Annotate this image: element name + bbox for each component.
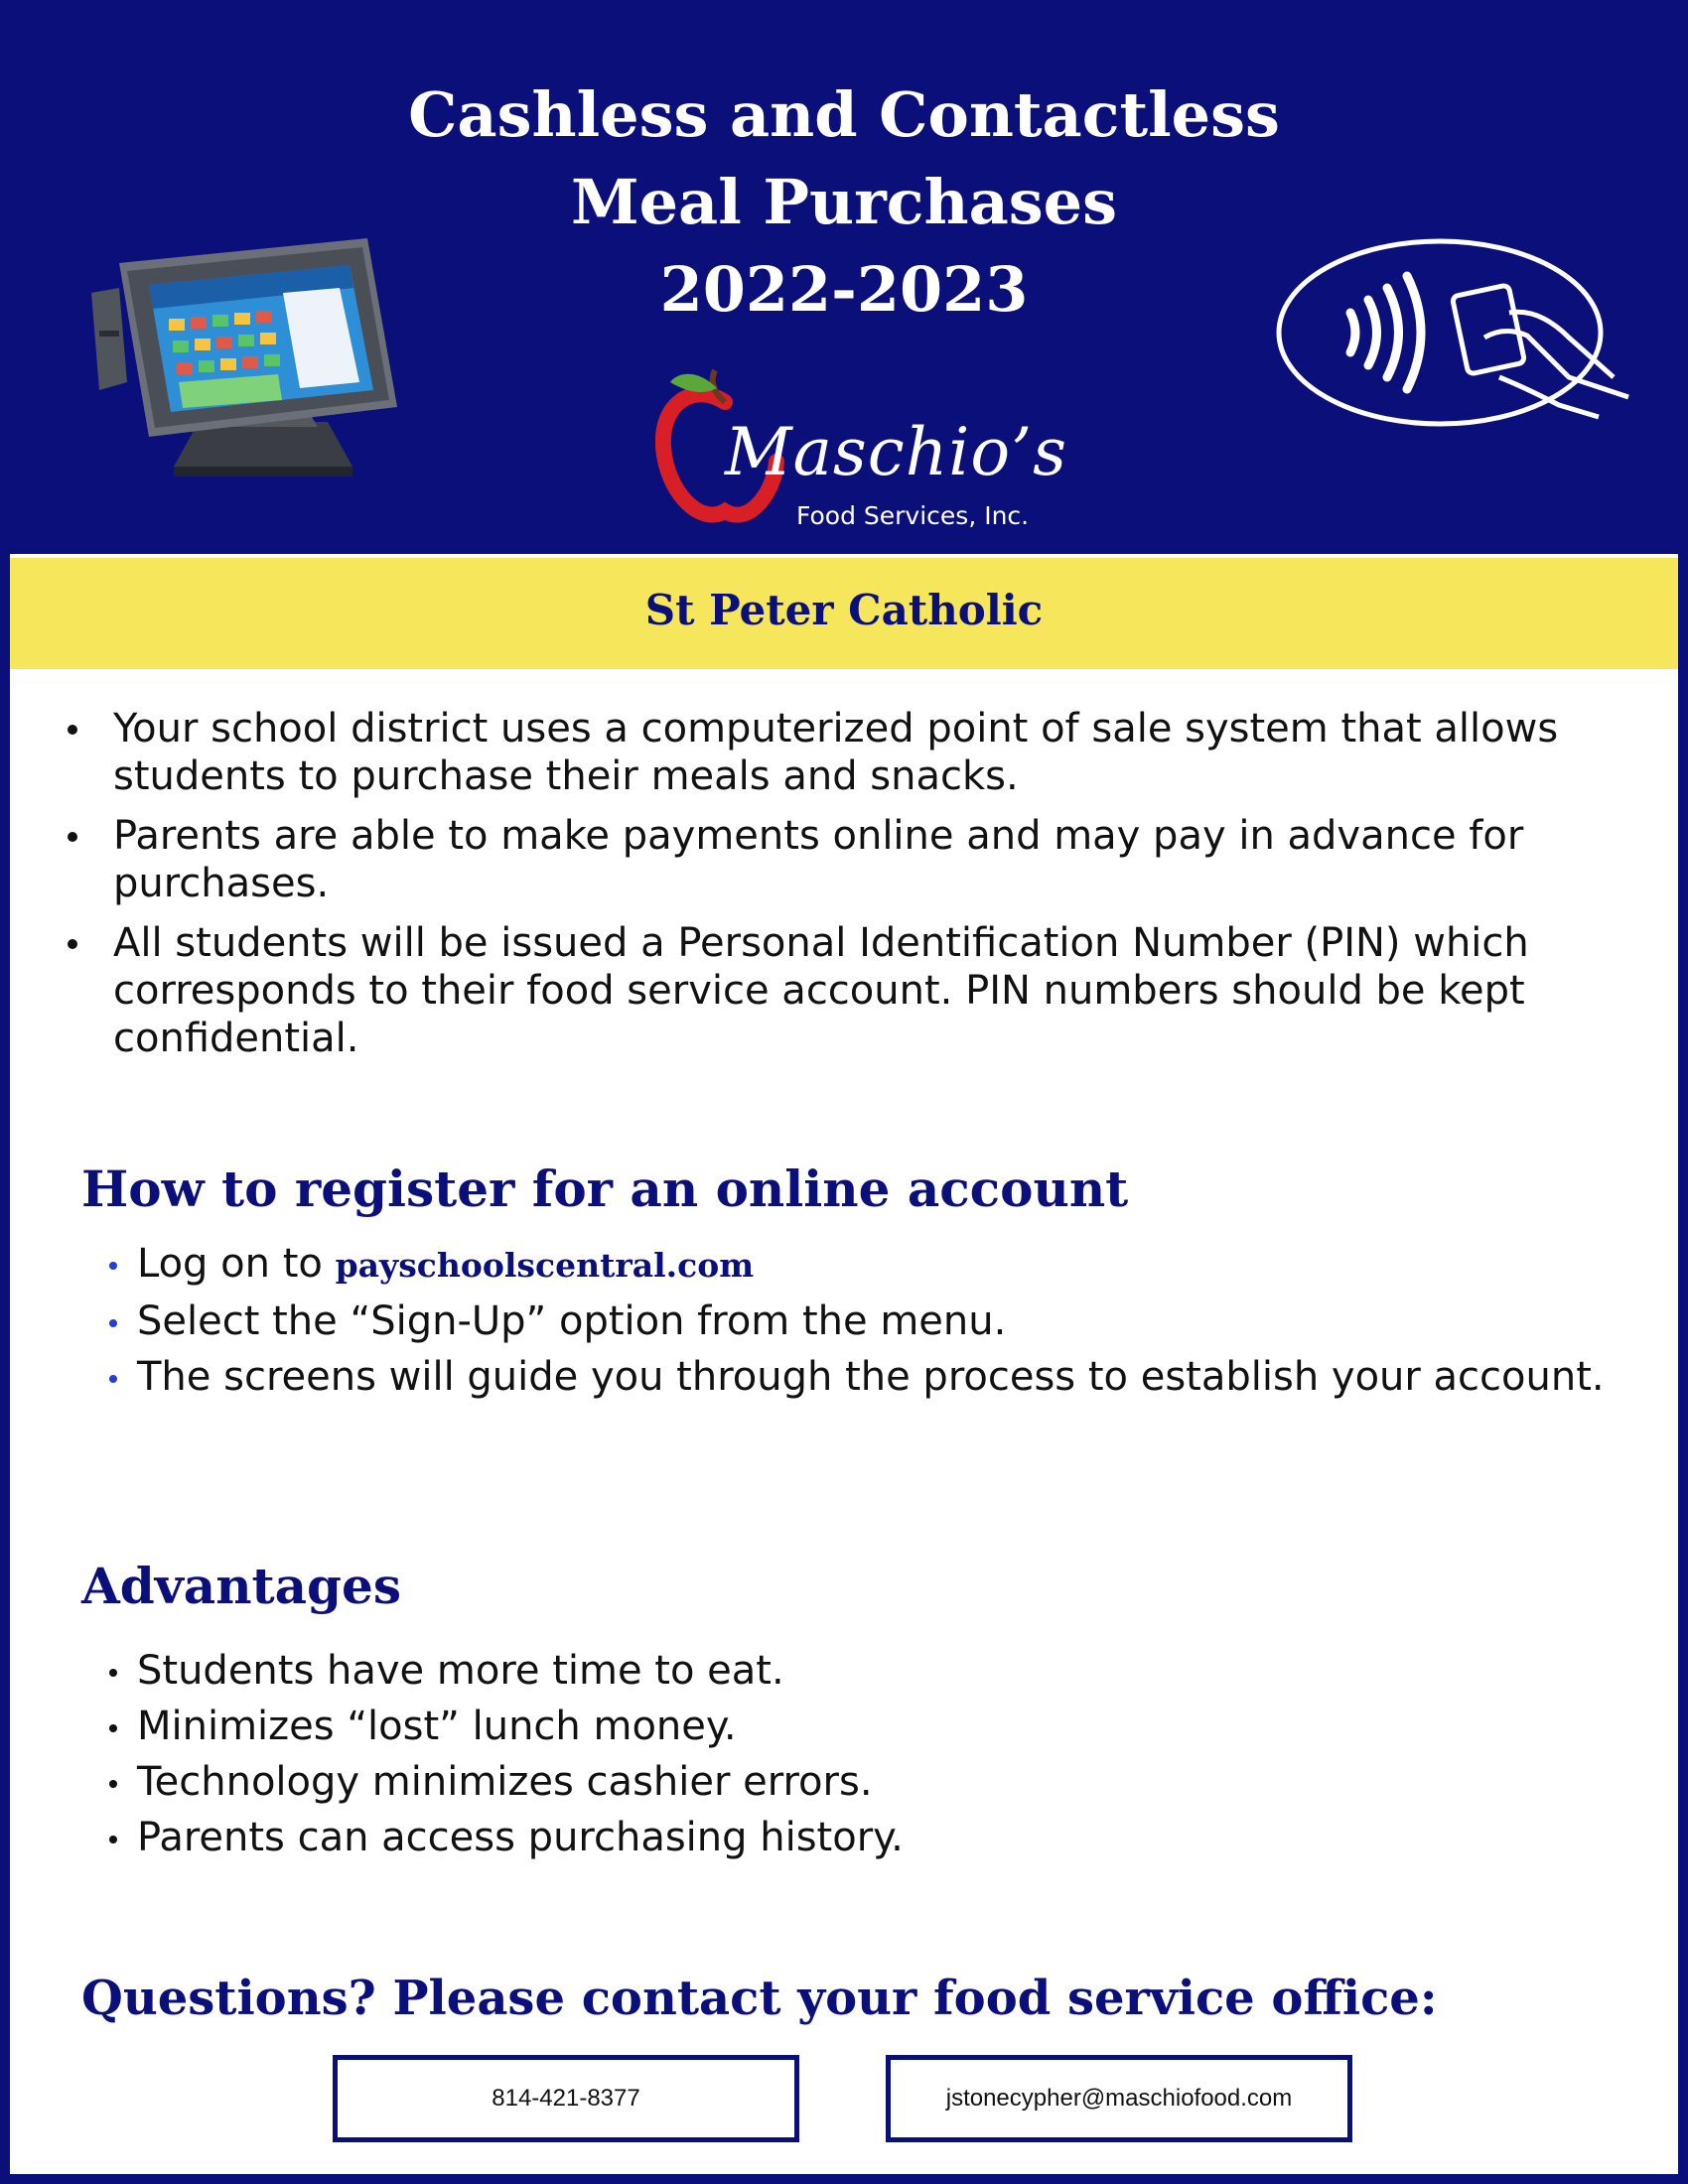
logo-subtitle: Food Services, Inc. bbox=[796, 501, 1030, 530]
title-line-1: Cashless and Contactless bbox=[408, 78, 1280, 151]
maschios-logo bbox=[655, 362, 1072, 541]
intro-text-1: Your school district uses a computerized point of sale system that allows students to purchase their meals and snacks. bbox=[113, 706, 1559, 799]
logo-name: Maschio’s bbox=[725, 414, 1067, 490]
bullet bbox=[68, 725, 77, 735]
list-item bbox=[89, 1702, 1618, 1751]
bullet bbox=[109, 1724, 117, 1732]
contactless-payment-icon bbox=[1271, 228, 1638, 437]
intro-list bbox=[58, 705, 1636, 1074]
list-item bbox=[58, 919, 1636, 1062]
advantages-list bbox=[89, 1646, 1618, 1868]
title-line-2: Meal Purchases bbox=[570, 166, 1117, 238]
bullet bbox=[109, 1375, 117, 1383]
advantage-3: Technology minimizes cashier errors. bbox=[137, 1759, 873, 1805]
list-item bbox=[89, 1646, 1618, 1696]
intro-text-3: All students will be issued a Personal Identification Number (PIN) which corresponds to their food service account. PIN numbers should be kept confidential. bbox=[113, 920, 1529, 1061]
step-3-text: The screens will guide you through the process to establish your account. bbox=[137, 1354, 1605, 1400]
advantage-2: Minimizes “lost” lunch money. bbox=[137, 1704, 737, 1749]
register-heading: How to register for an online account bbox=[81, 1160, 1129, 1218]
intro-text-2: Parents are able to make payments online and may pay in advance for purchases. bbox=[113, 813, 1524, 906]
list-item bbox=[89, 1297, 1618, 1346]
phone-number[interactable]: 814-421-8377 bbox=[492, 2085, 640, 2112]
contact-heading: Questions? Please contact your food service office: bbox=[81, 1971, 1438, 2026]
list-item bbox=[58, 812, 1636, 907]
advantage-1: Students have more time to eat. bbox=[137, 1648, 784, 1694]
email-address[interactable]: jstonecypher@maschiofood.com bbox=[945, 2085, 1293, 2112]
bullet bbox=[109, 1262, 117, 1270]
advantages-heading: Advantages bbox=[81, 1557, 401, 1615]
bullet bbox=[109, 1319, 117, 1327]
school-band bbox=[10, 554, 1678, 669]
payschoolscentral-link[interactable]: payschoolscentral.com bbox=[335, 1246, 755, 1285]
advantage-4: Parents can access purchasing history. bbox=[137, 1815, 904, 1860]
step-1-prefix: Log on to bbox=[137, 1241, 336, 1287]
register-steps bbox=[89, 1239, 1618, 1408]
list-item bbox=[89, 1352, 1618, 1402]
list-item bbox=[89, 1813, 1618, 1862]
step-2-text: Select the “Sign-Up” option from the menu. bbox=[137, 1298, 1007, 1344]
list-item bbox=[58, 705, 1636, 800]
bullet bbox=[109, 1836, 117, 1843]
header-banner bbox=[10, 10, 1678, 554]
phone-box[interactable] bbox=[333, 2055, 799, 2142]
bullet bbox=[68, 939, 77, 949]
pos-terminal-icon bbox=[79, 233, 417, 481]
list-item bbox=[89, 1757, 1618, 1807]
title-line-3: 2022-2023 bbox=[659, 253, 1029, 326]
bullet bbox=[68, 832, 77, 842]
bullet bbox=[109, 1780, 117, 1788]
email-box[interactable] bbox=[886, 2055, 1352, 2142]
school-name: St Peter Catholic bbox=[644, 586, 1044, 634]
bullet bbox=[109, 1669, 117, 1677]
list-item bbox=[89, 1239, 1618, 1291]
